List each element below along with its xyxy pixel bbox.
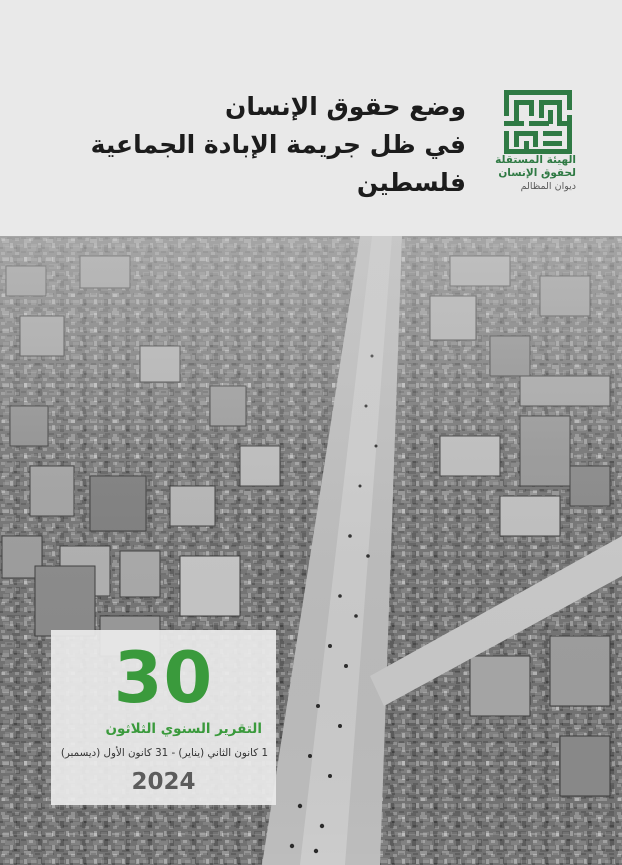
title-line-2: في ظل جريمة الإبادة الجماعية [90, 130, 466, 159]
cover-title [90, 88, 466, 202]
kufic-logo-icon [502, 90, 574, 154]
report-period: 1 كانون الثاني (يناير) - 31 كانون الأول (ديسمبر) [60, 747, 268, 759]
organization-logo [495, 90, 576, 193]
report-badge [51, 630, 276, 805]
logo-subtitle: ديوان المظالم [520, 181, 576, 192]
logo-name-line-1: الهيئة المستقلة [495, 154, 576, 166]
report-number: 30 [113, 637, 214, 719]
title-line-3: فلسطين [356, 168, 466, 197]
report-year: 2024 [131, 769, 196, 795]
cover-header [0, 0, 622, 236]
title-line-1: وضع حقوق الإنسان [225, 92, 466, 121]
report-label: التقرير السنوي الثلاثون [105, 721, 262, 737]
logo-name-line-2: لحقوق الإنسان [498, 167, 576, 179]
